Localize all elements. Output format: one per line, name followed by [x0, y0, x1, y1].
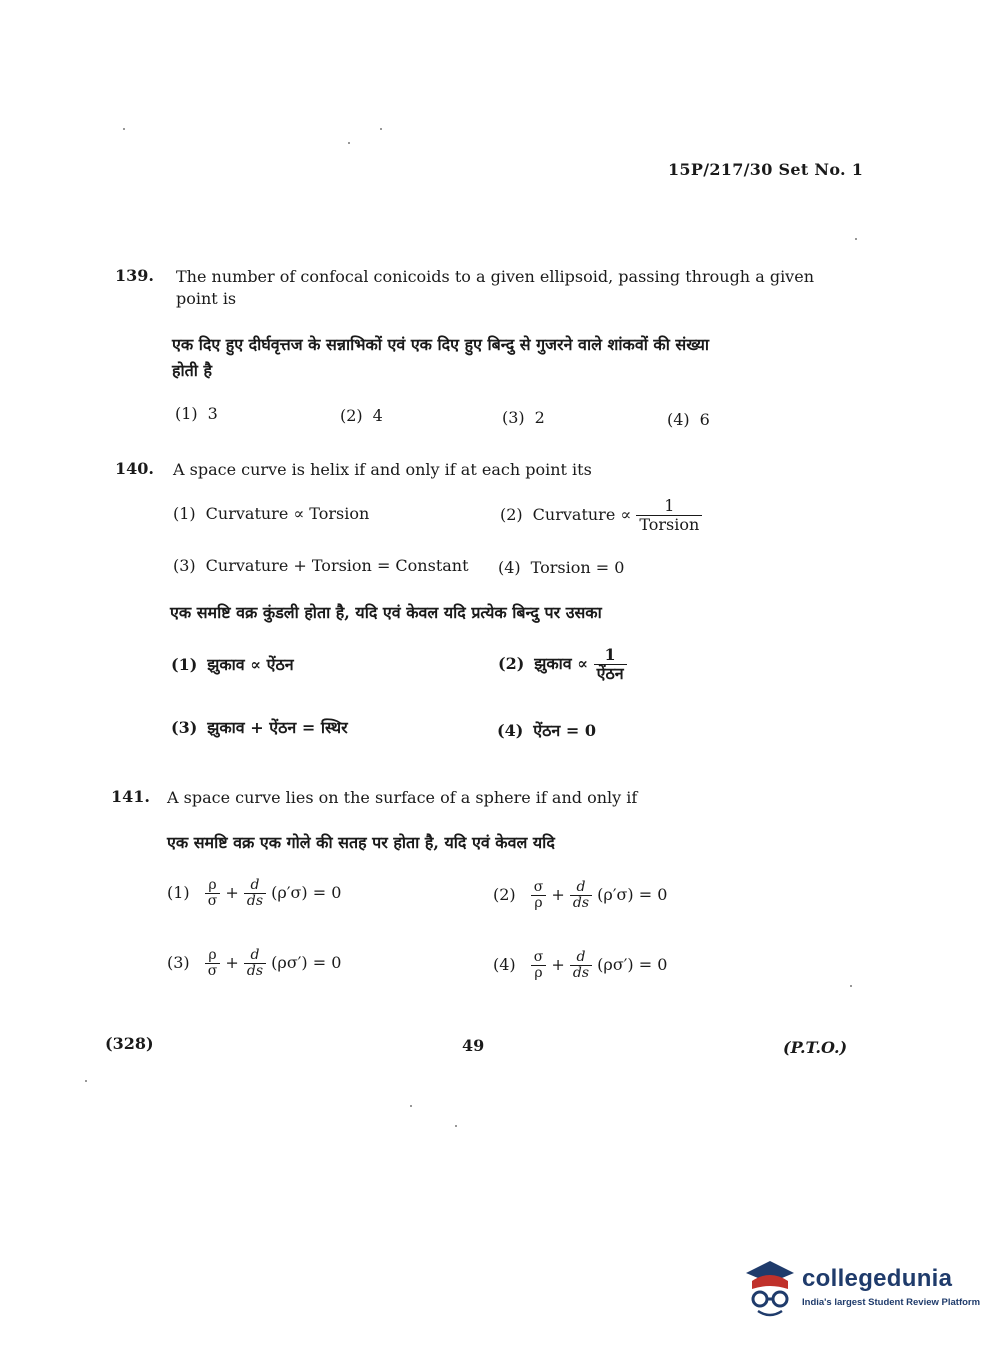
q141-option-1[interactable]: (1) $\frac{\rho}{\sigma}$ + $\frac{d}{ds}$ (ρ′σ) = 0 [167, 877, 342, 909]
q141-option-2-derivative: $\frac{d}{ds}$ [570, 880, 592, 911]
q139-hindi [172, 332, 862, 384]
student-mascot-icon [740, 1255, 800, 1325]
q141-option-2-sigma-rho-fraction: $\frac{\sigma}{\rho}$ [531, 880, 547, 911]
scan-speck [855, 238, 857, 240]
q139-english [176, 266, 856, 310]
q140-hindi-option-3[interactable]: (3) झुकाव + ऐंठन = स्थिर [171, 718, 348, 737]
q141-hindi: एक समष्टि वक्र एक गोले की सतह पर होता है, यदि एवं केवल यदि [167, 833, 555, 852]
q140-hindi-option-2-fraction: $\frac{1}{\text{ऐंठन}}$ [594, 646, 627, 683]
q139-option-2[interactable]: (2) 4 [340, 406, 383, 425]
q141-option-3-rho-sigma-fraction: $\frac{\rho}{\sigma}$ [205, 948, 221, 979]
scan-speck [850, 985, 852, 987]
scan-speck [123, 128, 125, 130]
q140-option-2[interactable]: (2) Curvature ∝ $\frac{1}{\text{Torsion}}$ [500, 497, 702, 534]
q141-option-3-derivative: $\frac{d}{ds}$ [244, 948, 266, 979]
q141-option-1-rho-sigma-fraction: $\frac{\rho}{\sigma}$ [205, 878, 221, 909]
q139-hindi-line2: होती है [172, 361, 212, 380]
q141-option-1-derivative: $\frac{d}{ds}$ [244, 878, 266, 909]
q141-option-4[interactable]: (4) $\frac{\sigma}{\rho}$ + $\frac{d}{ds}$ (ρσ′) = 0 [493, 949, 668, 981]
q140-hindi-option-2[interactable]: (2) झुकाव ∝ $\frac{1}{\text{ऐंठन}}$ [498, 646, 627, 683]
q140-option-4[interactable]: (4) Torsion = 0 [498, 558, 625, 577]
brand-tagline: India's largest Student Review Platform [802, 1297, 981, 1308]
collegedunia-logo[interactable] [740, 1255, 981, 1325]
scan-speck [85, 1080, 87, 1082]
q139-english-line2: point is [176, 289, 237, 308]
q139-option-4[interactable]: (4) 6 [667, 410, 710, 429]
q140-option-1[interactable]: (1) Curvature ∝ Torsion [173, 504, 370, 523]
set-code-header: 15P/217/30 Set No. 1 [668, 160, 864, 179]
q139-option-1[interactable]: (1) 3 [175, 404, 218, 423]
scan-speck [410, 1105, 412, 1107]
q141-english: A space curve lies on the surface of a sphere if and only if [167, 788, 638, 807]
q139-hindi-line1: एक दिए हुए दीर्घवृत्तज के सन्नाभिकों एवं एक दिए हुए बिन्दु से गुजरने वाले शांकवों की संख्या [172, 335, 710, 354]
q140-english: A space curve is helix if and only if at each point its [173, 460, 592, 479]
q141-option-2[interactable]: (2) $\frac{\sigma}{\rho}$ + $\frac{d}{ds}$ (ρ′σ) = 0 [493, 879, 668, 911]
q140-option-2-fraction: $\frac{1}{\text{Torsion}}$ [636, 497, 702, 534]
q140-option-3[interactable]: (3) Curvature + Torsion = Constant [173, 556, 469, 575]
scan-speck [348, 142, 350, 144]
q141-option-4-sigma-rho-fraction: $\frac{\sigma}{\rho}$ [531, 950, 547, 981]
q141-option-4-derivative: $\frac{d}{ds}$ [570, 950, 592, 981]
q140-number: 140. [115, 459, 154, 478]
q141-option-3[interactable]: (3) $\frac{\rho}{\sigma}$ + $\frac{d}{ds}$ (ρσ′) = 0 [167, 947, 342, 979]
page-number: 49 [462, 1036, 485, 1055]
scan-speck [380, 128, 382, 130]
scan-speck [455, 1125, 457, 1127]
q140-hindi: एक समष्टि वक्र कुंडली होता है, यदि एवं केवल यदि प्रत्येक बिन्दु पर उसका [170, 603, 602, 622]
q139-number: 139. [115, 266, 154, 285]
brand-name: collegedunia [802, 1265, 953, 1292]
paper-code: (328) [105, 1034, 154, 1053]
q141-number: 141. [111, 787, 150, 806]
pto-label: (P.T.O.) [783, 1038, 848, 1057]
q140-hindi-option-1[interactable]: (1) झुकाव ∝ ऐंठन [171, 655, 294, 674]
q139-option-3[interactable]: (3) 2 [502, 408, 545, 427]
q139-english-line1: The number of confocal conicoids to a given ellipsoid, passing through a given [176, 267, 814, 286]
q140-hindi-option-4[interactable]: (4) ऐंठन = 0 [497, 721, 596, 740]
